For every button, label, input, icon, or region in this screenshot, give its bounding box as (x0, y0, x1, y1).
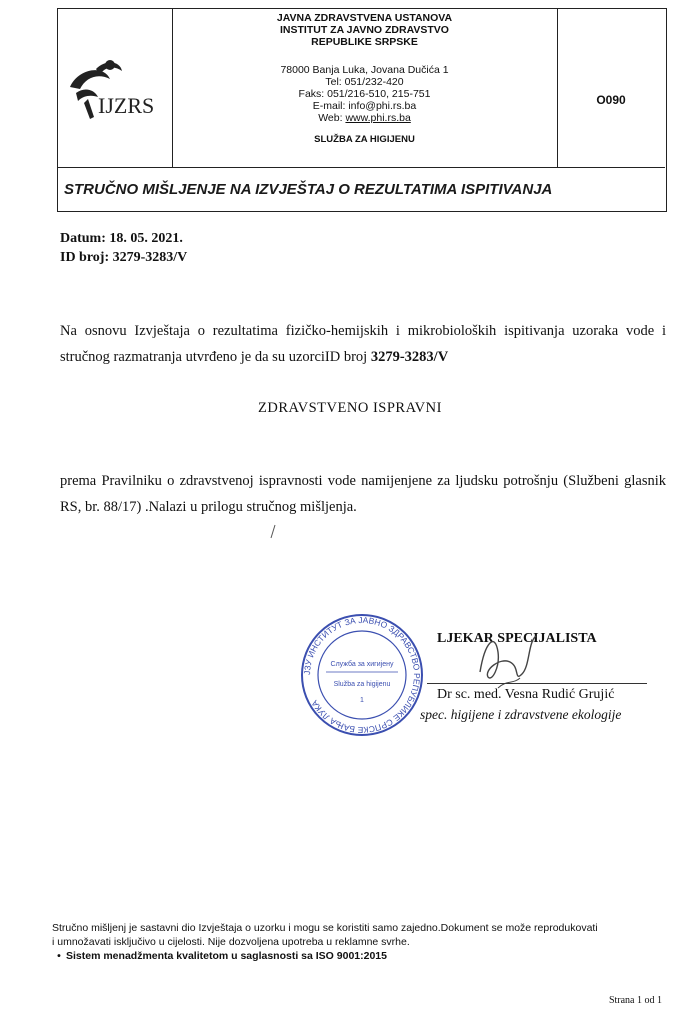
handwritten-signature (470, 622, 550, 692)
email: E-mail: info@phi.rs.ba (312, 100, 417, 112)
paragraph-basis-text: Na osnovu Izvještaja o rezultatima fizičko-hemijskih i mikrobioloških ispitivanja uzoraka vode i stručnog razmatranja utvrđeno je da su uzorciID broj (60, 323, 666, 365)
stamp-ring-text: ЈЗУ ИНСТИТУТ ЗА ЈАВНО ЗДРАВСТВО РЕПУБЛИКЕ СРПСКЕ БАЊА ЛУКА (301, 614, 423, 736)
signature-line (427, 683, 647, 684)
sample-id: 3279-3283/V (370, 349, 449, 365)
document-title: STRUČNO MIŠLJENJE NA IZVJEŠTAJ O REZULTATIMA ISPITIVANJA (58, 167, 665, 210)
logo-cell (58, 9, 173, 167)
pen-mark (268, 524, 278, 540)
logo-text: IJZRS (98, 93, 155, 118)
address: 78000 Banja Luka, Jovana Dučića 1 (280, 64, 449, 76)
verdict: ZDRAVSTVENO ISPRAVNI (258, 400, 442, 416)
id-number: ID broj: 3279-3283/V (60, 250, 188, 265)
document-header (57, 8, 667, 212)
org-line1: JAVNA ZDRAVSTVENA USTANOVA (276, 12, 453, 24)
stamp-line1: Служба за хигијену (330, 661, 394, 668)
footer-iso-text: Sistem menadžmenta kvalitetom u saglasnosti sa ISO 9001:2015 (66, 950, 387, 962)
footer-line1: Stručno mišljenj je sastavni dio Izvještaja o uzorku i mogu se koristiti samo zajedno.Dokument se može reprodukovati (52, 922, 598, 934)
document-code: O090 (596, 93, 626, 107)
document-code-cell (557, 9, 665, 167)
org-line2: INSTITUT ZA JAVNO ZDRAVSTVO (280, 24, 449, 36)
signer-role: spec. higijene i zdravstvene ekologije (420, 707, 622, 722)
institution-info (172, 9, 558, 167)
web-prefix: Web: (318, 112, 346, 124)
org-line3: REPUBLIKE SRPSKE (311, 36, 418, 48)
paragraph-basis (60, 318, 666, 370)
signature-title: LJEKAR SPECIJALISTA (437, 631, 597, 646)
service-name: SLUŽBA ZA HIGIJENU (314, 134, 415, 145)
footer (52, 921, 667, 963)
website-link[interactable]: www.phi.rs.ba (345, 112, 411, 124)
signer-name: Dr sc. med. Vesna Rudić Grujić (437, 687, 615, 702)
page-number: Strana 1 od 1 (608, 995, 662, 1006)
document-meta (60, 229, 187, 267)
fax: Faks: 051/216-510, 215-751 (298, 88, 431, 100)
ijzrs-logo (58, 9, 170, 165)
paragraph-regulation: prema Pravilniku o zdravstvenoj ispravnosti vode namijenjene za ljudsku potrošnju (Službeni glasnik RS, br. 88/17) .Nalazi u prilogu stručnog mišljenja. (60, 473, 666, 515)
stamp-line2: Služba za higijenu (333, 681, 391, 688)
stamp-line3: 1 (360, 697, 364, 704)
website-line (172, 112, 557, 124)
date: Datum: 18. 05. 2021. (60, 231, 183, 246)
bullet-icon: • (57, 950, 61, 962)
telephone: Tel: 051/232-420 (325, 76, 404, 88)
official-stamp (300, 610, 424, 740)
footer-line2: i umnožavati isključivo u cijelosti. Nije dozvoljena upotreba u reklamne svrhe. (52, 936, 410, 948)
footer-iso-line (52, 949, 667, 963)
